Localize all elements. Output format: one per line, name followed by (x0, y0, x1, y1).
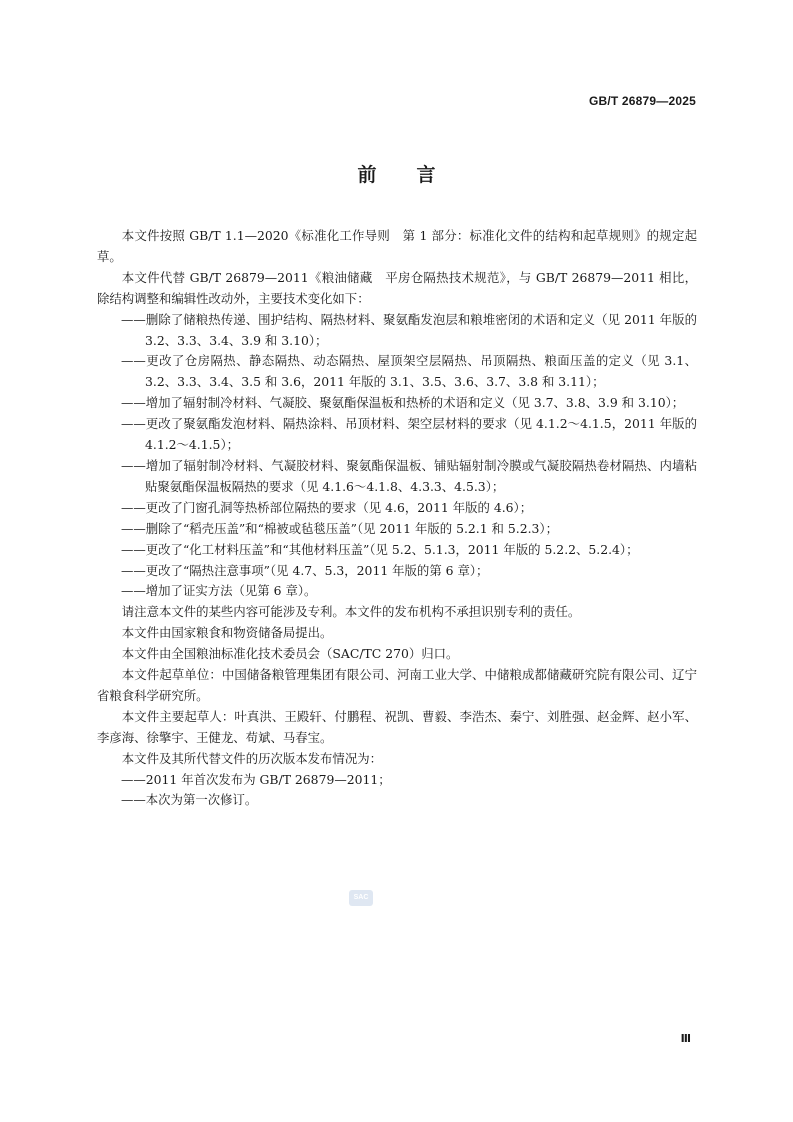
paragraph-drafting-rules: 本文件按照 GB/T 1.1—2020《标准化工作导则 第 1 部分：标准化文件的结构和起草规则》的规定起草。 (97, 228, 697, 264)
change-item: ——增加了辐射制冷材料、气凝胶材料、聚氨酯保温板、铺贴辐射制冷膜或气凝胶隔热卷材隔热、内墙粘贴聚氨酯保温板隔热的要求（见 4.1.6～4.1.8、4.3.3、4.5.3）； (121, 457, 697, 494)
change-item: ——增加了辐射制冷材料、气凝胶、聚氨酯保温板和热桥的术语和定义（见 3.7、3.8、3.9 和 3.10）； (121, 395, 685, 411)
change-item: ——增加了证实方法（见第 6 章）。 (121, 583, 317, 599)
standard-number: GB/T 26879—2025 (588, 94, 696, 108)
foreword-body (97, 226, 697, 811)
paragraph-history-intro: 本文件及其所代替文件的历次版本发布情况为： (121, 750, 382, 766)
change-item: ——更改了“隔热注意事项”（见 4.7、5.3，2011 年版的第 6 章）； (121, 562, 489, 578)
paragraph-proposer: 本文件由国家粮食和物资储备局提出。 (121, 625, 333, 641)
change-item: ——更改了仓房隔热、静态隔热、动态隔热、屋顶架空层隔热、吊顶隔热、粮面压盖的定义（见 3.1、3.2、3.3、3.4、3.5 和 3.6，2011 年版的 3.1、3.5、3.6、3.7、3.8 和 3.11）； (121, 353, 697, 390)
page-title: 前言 (357, 164, 476, 186)
sac-watermark-logo: SAC (349, 890, 373, 906)
paragraph-drafters: 本文件主要起草人：叶真洪、王殿轩、付鹏程、祝凯、曹毅、李浩杰、秦宁、刘胜强、赵金辉、赵小军、李彦海、徐擎宇、王健龙、苟斌、马春宝。 (97, 708, 697, 745)
paragraph-committee: 本文件由全国粮油标准化技术委员会（SAC/TC 270）归口。 (121, 646, 459, 662)
change-item: ——更改了聚氨酯发泡材料、隔热涂料、吊顶材料、架空层材料的要求（见 4.1.2～4.1.5，2011 年版的 4.1.2～4.1.5）； (121, 416, 697, 453)
paragraph-drafting-units: 本文件起草单位：中国储备粮管理集团有限公司、河南工业大学、中储粮成都储藏研究院有限公司、辽宁省粮食科学研究所。 (97, 667, 697, 703)
paragraph-replacement: 本文件代替 GB/T 26879—2011《粮油储藏 平房仓隔热技术规范》，与 GB/T 26879—2011 相比，除结构调整和编辑性改动外，主要技术变化如下： (97, 269, 697, 306)
history-item: ——本次为第一次修订。 (121, 792, 258, 808)
change-item: ——更改了门窗孔洞等热桥部位隔热的要求（见 4.6，2011 年版的 4.6）； (121, 499, 533, 515)
change-item: ——更改了“化工材料压盖”和“其他材料压盖”（见 5.2、5.1.3，2011 年版的 5.2.2、5.2.4）； (121, 541, 639, 557)
change-item: ——删除了储粮热传递、围护结构、隔热材料、聚氨酯发泡层和粮堆密闭的术语和定义（见 2011 年版的 3.2、3.3、3.4、3.9 和 3.10）； (121, 311, 697, 348)
history-item: ——2011 年首次发布为 GB/T 26879—2011； (121, 771, 391, 787)
page-number: Ⅲ (680, 1033, 691, 1045)
paragraph-patent-notice: 请注意本文件的某些内容可能涉及专利。本文件的发布机构不承担识别专利的责任。 (121, 604, 581, 620)
change-item: ——删除了“稻壳压盖”和“棉被或毡毯压盖”（见 2011 年版的 5.2.1 和 5.2.3）； (121, 520, 558, 536)
